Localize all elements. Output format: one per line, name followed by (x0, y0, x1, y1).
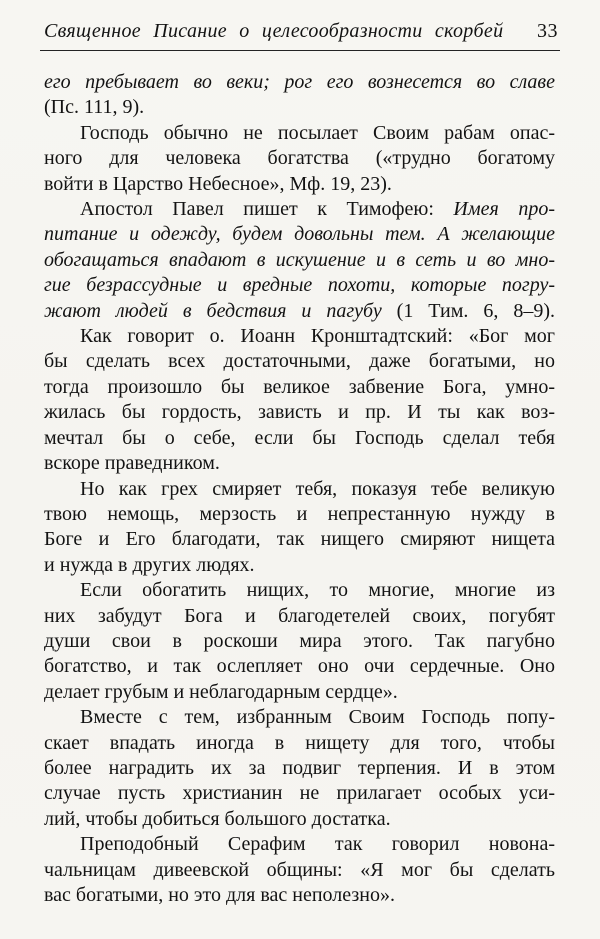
text-line (44, 426, 555, 451)
paragraph (44, 705, 555, 832)
text-line (44, 527, 555, 552)
text-line (44, 858, 555, 883)
text-line (44, 324, 555, 349)
body-text: Но как грех смиряет тебя, показуя тебе великую (80, 477, 555, 500)
body-text: более наградить их за подвиг терпения. И в этом (44, 756, 555, 779)
text-line (44, 502, 555, 527)
text-line (44, 578, 555, 603)
body-text: них забудут Бога и благодетелей своих, погубят (44, 604, 555, 627)
body-text: ного для человека богатства («трудно богатому (44, 147, 555, 170)
text-line (44, 781, 555, 806)
running-header-title: Священное Писание о целесообразности скорбей (44, 20, 504, 42)
body-text: Апостол Павел пишет к Тимофею: (80, 198, 454, 221)
text-line (44, 197, 555, 222)
running-header (40, 20, 560, 51)
text-line (44, 121, 555, 146)
page-number: 33 (537, 20, 558, 42)
text-line (44, 832, 555, 857)
body-text: жилась бы гордость, зависть и пр. И ты как воз- (44, 401, 555, 424)
body-text: скает впадать иногда в нищету для того, чтобы (44, 731, 555, 754)
text-line (44, 807, 555, 832)
quote-text: жают людей в бедствия и пагубу (44, 299, 397, 322)
body-text: бы сделать всех достаточными, даже богатыми, но (44, 350, 555, 373)
quote-text: питание и одежду, будем довольны тем. А желающие (44, 223, 555, 246)
body-text: Господь обычно не посылает Своим рабам опас- (80, 121, 555, 144)
paragraph (44, 70, 555, 121)
body-text: случае пусть христианин не прилагает особых уси- (44, 782, 555, 805)
text-line (44, 400, 555, 425)
text-line (44, 172, 555, 197)
text-line (44, 349, 555, 374)
body-text: Преподобный Серафим так говорил новона- (80, 833, 555, 856)
text-line (44, 883, 555, 908)
quote-text: его пребывает во веки; рог его вознесется во славе (44, 71, 555, 93)
text-line (44, 375, 555, 400)
text-line (44, 451, 555, 476)
body-text: вскоре праведником. (44, 452, 220, 475)
body-text: Если обогатить нищих, то многие, многие из (80, 579, 555, 602)
text-line (44, 95, 555, 120)
paragraph (44, 121, 555, 197)
body-text: богатство, и так ослепляет оно очи сердечные. Оно (44, 655, 555, 678)
text-line (44, 146, 555, 171)
body-text: Боге и Его благодати, так нищего смиряют нищета (44, 528, 555, 551)
text-line (44, 477, 555, 502)
text-line (44, 731, 555, 756)
text-line (44, 248, 555, 273)
quote-text: гие безрассудные и вредные похоти, которые погру- (44, 274, 555, 297)
body-text: твою немощь, мерзость и непрестанную нужду в (44, 502, 555, 525)
text-line (44, 222, 555, 247)
paragraph (44, 197, 555, 324)
body-text: делает грубым и неблагодарным сердце». (44, 680, 398, 703)
paragraph (44, 324, 555, 476)
body-text: души свои в роскоши мира этого. Так пагубно (44, 629, 555, 652)
paragraph (44, 832, 555, 908)
body-text: лий, чтобы добиться большого достатка. (44, 807, 391, 830)
text-line (44, 680, 555, 705)
text-line (44, 756, 555, 781)
body-text: и нужда в других людях. (44, 553, 255, 576)
body-text: мечтал бы о себе, если бы Господь сделал тебя (44, 426, 555, 449)
body-text: (Пс. 111, 9). (44, 96, 145, 119)
text-line (44, 70, 555, 95)
body-text: войти в Царство Небесное», Мф. 19, 23). (44, 172, 392, 195)
body-text: Как говорит о. Иоанн Кронштадтский: «Бог мог (80, 325, 555, 348)
paragraph (44, 477, 555, 579)
text-line (44, 629, 555, 654)
text-line (44, 654, 555, 679)
text-body (44, 70, 555, 908)
body-text: вас богатыми, но это для вас неполезно». (44, 884, 395, 906)
body-text: тогда произошло бы великое забвение Бога, умно- (44, 375, 555, 398)
text-line (44, 553, 555, 578)
text-line (44, 705, 555, 730)
text-line (44, 273, 555, 298)
quote-text: обогащаться впадают в искушение и в сеть и во мно- (44, 248, 555, 271)
quote-text: Имея про- (453, 198, 555, 221)
body-text: (1 Тим. 6, 8–9). (396, 299, 555, 322)
body-text: Вместе с тем, избранным Своим Господь попу- (80, 706, 555, 729)
paragraph (44, 578, 555, 705)
text-line (44, 299, 555, 324)
text-line (44, 604, 555, 629)
body-text: чальницам дивеевской общины: «Я мог бы сделать (44, 858, 555, 881)
